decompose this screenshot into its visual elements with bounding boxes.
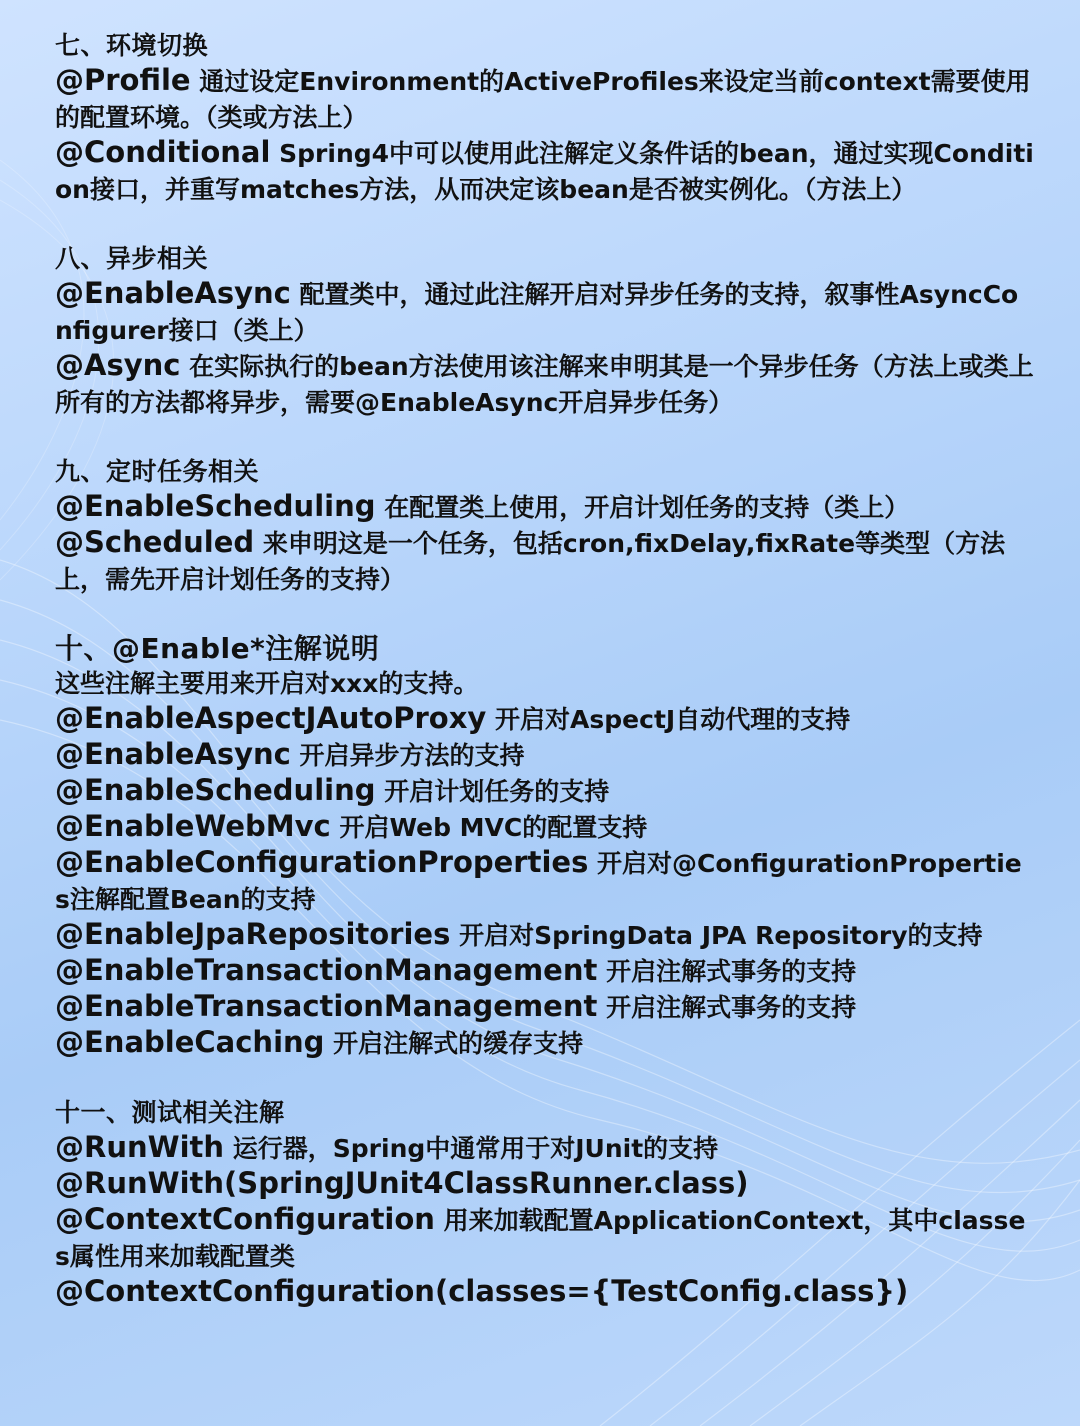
annotation-desc: 开启注解式事务的支持 [597, 957, 857, 986]
annotation-name: @RunWith [55, 1130, 225, 1164]
annotation-item [55, 1202, 1035, 1274]
annotation-name: @Async [55, 348, 181, 382]
annotation-desc: 开启对AspectJ自动代理的支持 [486, 705, 851, 734]
annotation-name: @EnableJpaRepositories [55, 917, 451, 951]
annotation-desc: 在实际执行的bean方法使用该注解来申明其是一个异步任务（方法上或类上所有的方法都将异步，需要@EnableAsync开启异步任务） [55, 352, 1034, 417]
annotation-name: @Profile [55, 63, 191, 97]
annotation-name: @EnableAsync [55, 276, 291, 310]
section-heading: 八、异步相关 [55, 244, 209, 273]
annotation-desc: 开启对SpringData JPA Repository的支持 [450, 921, 983, 950]
annotation-desc: 来申明这是一个任务，包括cron,fixDelay,fixRate等类型（方法上，需先开启计划任务的支持） [55, 529, 1006, 594]
annotation-name: @EnableWebMvc [55, 809, 331, 843]
annotation-item [55, 489, 1035, 525]
annotation-item [55, 845, 1035, 917]
annotation-name: @ContextConfiguration [55, 1202, 435, 1236]
annotation-desc: 开启注解式事务的支持 [597, 993, 857, 1022]
annotation-desc: 开启异步方法的支持 [290, 741, 525, 770]
annotation-item [55, 348, 1035, 420]
annotation-item [55, 135, 1035, 207]
annotation-desc: 在配置类上使用，开启计划任务的支持（类上） [375, 493, 910, 522]
annotation-item [55, 1166, 1035, 1202]
annotation-desc: 开启对@ConfigurationProperties注解配置Bean的支持 [55, 849, 1022, 914]
annotation-item [55, 276, 1035, 348]
annotation-item [55, 1025, 1035, 1061]
section-testing [55, 1095, 1035, 1310]
annotation-item [55, 737, 1035, 773]
annotation-name: @EnableConfigurationProperties [55, 845, 589, 879]
annotation-item [55, 773, 1035, 809]
annotation-desc: Spring4中可以使用此注解定义条件话的bean，通过实现Condition接口，并重写matches方法，从而决定该bean是否被实例化。（方法上） [55, 139, 1034, 204]
section-enable-annotations [55, 631, 1035, 1061]
annotation-name: @EnableAspectJAutoProxy [55, 701, 487, 735]
annotation-desc: 开启注解式的缓存支持 [324, 1029, 584, 1058]
section-heading: 七、环境切换 [55, 31, 209, 60]
section-scheduling [55, 454, 1035, 597]
annotation-item [55, 701, 1035, 737]
annotation-item [55, 1274, 1035, 1310]
annotation-desc: 开启Web MVC的配置支持 [330, 813, 648, 842]
section-heading: 十一、测试相关注解 [55, 1098, 285, 1127]
annotation-desc: 配置类中，通过此注解开启对异步任务的支持，叙事性AsyncConfigurer接口（类上） [55, 280, 1019, 345]
section-intro: 这些注解主要用来开启对xxx的支持。 [55, 669, 479, 698]
annotation-item [55, 953, 1035, 989]
annotation-item [55, 917, 1035, 953]
annotation-name: @EnableScheduling [55, 489, 376, 523]
annotation-desc: 开启计划任务的支持 [375, 777, 610, 806]
annotation-desc: 用来加载配置ApplicationContext，其中classes属性用来加载配置类 [55, 1206, 1026, 1271]
annotation-desc: 运行器，Spring中通常用于对JUnit的支持 [224, 1134, 719, 1163]
annotation-name: @ContextConfiguration(classes={TestConfig.class}) [55, 1274, 909, 1308]
annotation-name: @RunWith(SpringJUnit4ClassRunner.class) [55, 1166, 749, 1200]
annotation-name: @EnableCaching [55, 1025, 325, 1059]
annotation-item [55, 525, 1035, 597]
section-environment [55, 28, 1035, 207]
section-async [55, 241, 1035, 420]
annotation-name: @Scheduled [55, 525, 255, 559]
annotation-item [55, 63, 1035, 135]
section-heading: 九、定时任务相关 [55, 457, 260, 486]
annotation-name: @EnableAsync [55, 737, 291, 771]
annotation-item [55, 809, 1035, 845]
annotation-name: @EnableTransactionManagement [55, 989, 598, 1023]
annotation-item [55, 989, 1035, 1025]
document-body [55, 28, 1035, 1310]
annotation-name: @EnableScheduling [55, 773, 376, 807]
annotation-desc: 通过设定Environment的ActiveProfiles来设定当前context需要使用的配置环境。（类或方法上） [55, 67, 1031, 132]
annotation-name: @EnableTransactionManagement [55, 953, 598, 987]
annotation-name: @Conditional [55, 135, 271, 169]
section-heading: 十、@Enable*注解说明 [55, 632, 380, 665]
annotation-item [55, 1130, 1035, 1166]
